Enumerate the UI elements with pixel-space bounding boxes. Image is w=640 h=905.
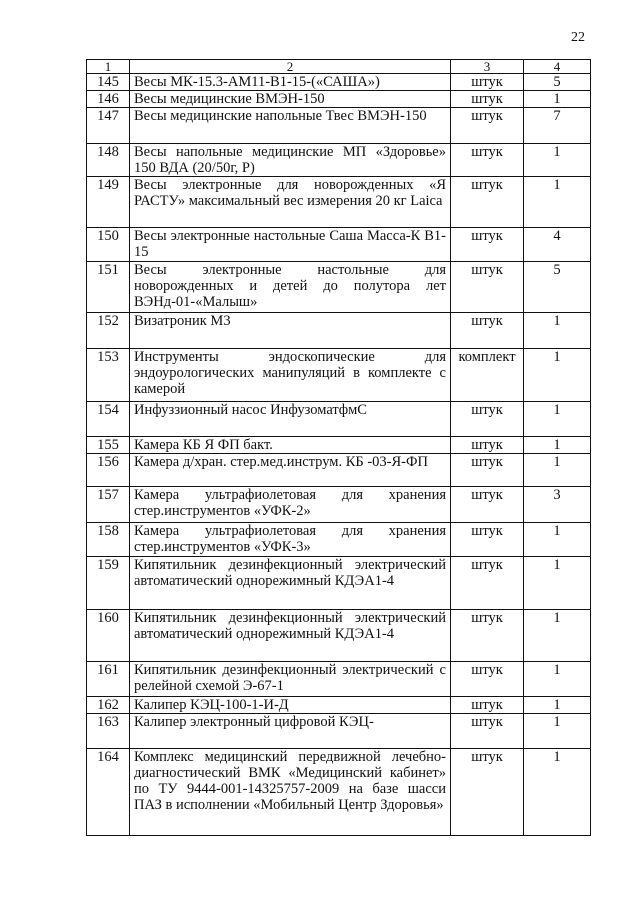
table-row: [87, 749, 591, 836]
unit-of-measure: штук: [451, 487, 524, 523]
quantity: 5: [524, 74, 591, 91]
page-number: 22: [571, 30, 585, 45]
row-number: 162: [87, 697, 130, 714]
row-number: 145: [87, 74, 130, 91]
table-row: [87, 557, 591, 610]
unit-of-measure: штук: [451, 610, 524, 662]
unit-of-measure: штук: [451, 697, 524, 714]
unit-of-measure: штук: [451, 557, 524, 610]
table-row: [87, 228, 591, 262]
header-col-2: 2: [130, 60, 451, 74]
quantity: 1: [524, 91, 591, 108]
row-number: 146: [87, 91, 130, 108]
quantity: 1: [524, 349, 591, 402]
row-number: 148: [87, 144, 130, 177]
item-name: Инструменты эндоскопические для эндоурологических манипуляций в комплекте с камерой: [130, 349, 451, 402]
item-name: Весы электронные настольные Саша Масса-К В1-15: [130, 228, 451, 262]
unit-of-measure: штук: [451, 402, 524, 437]
quantity: 1: [524, 557, 591, 610]
table-row: [87, 74, 591, 91]
item-name: Камера ультрафиолетовая для хранения стер.инструментов «УФК-2»: [130, 487, 451, 523]
item-name: Инфуззионный насос ИнфузоматфмС: [130, 402, 451, 437]
quantity: 3: [524, 487, 591, 523]
unit-of-measure: штук: [451, 313, 524, 349]
item-name: Весы медицинские ВМЭН-150: [130, 91, 451, 108]
quantity: 4: [524, 228, 591, 262]
unit-of-measure: штук: [451, 262, 524, 313]
unit-of-measure: штук: [451, 523, 524, 557]
item-name: Кипятильник дезинфекционный электрический с релейной схемой Э-67-1: [130, 662, 451, 697]
unit-of-measure: штук: [451, 714, 524, 749]
row-number: 151: [87, 262, 130, 313]
quantity: 5: [524, 262, 591, 313]
table-row: [87, 662, 591, 697]
table-row: [87, 697, 591, 714]
unit-of-measure: штук: [451, 91, 524, 108]
row-number: 161: [87, 662, 130, 697]
table-row: [87, 454, 591, 487]
item-name: Кипятильник дезинфекционный электрический автоматический однорежимный КДЭА1-4: [130, 610, 451, 662]
row-number: 159: [87, 557, 130, 610]
unit-of-measure: комплект: [451, 349, 524, 402]
row-number: 156: [87, 454, 130, 487]
item-name: Камера ультрафиолетовая для хранения стер.инструментов «УФК-3»: [130, 523, 451, 557]
table-row: [87, 610, 591, 662]
unit-of-measure: штук: [451, 454, 524, 487]
table-row: [87, 714, 591, 749]
quantity: 1: [524, 177, 591, 228]
row-number: 157: [87, 487, 130, 523]
table-row: [87, 177, 591, 228]
table-row: [87, 313, 591, 349]
table-row: [87, 262, 591, 313]
item-name: Весы медицинские напольные Твес ВМЭН-150: [130, 108, 451, 144]
row-number: 147: [87, 108, 130, 144]
table-row: [87, 108, 591, 144]
row-number: 163: [87, 714, 130, 749]
quantity: 1: [524, 610, 591, 662]
item-name: Весы электронные настольные для новорожденных и детей до полутора лет ВЭНд-01-«Малыш»: [130, 262, 451, 313]
unit-of-measure: штук: [451, 662, 524, 697]
table-header-row: [87, 60, 591, 74]
item-name: Весы напольные медицинские МП «Здоровье» 150 ВДА (20/50г, Р): [130, 144, 451, 177]
quantity: 1: [524, 454, 591, 487]
item-name: Кипятильник дезинфекционный электрический автоматический однорежимный КДЭА1-4: [130, 557, 451, 610]
table-body: [87, 74, 591, 836]
row-number: 160: [87, 610, 130, 662]
row-number: 155: [87, 437, 130, 454]
table-row: [87, 402, 591, 437]
quantity: 1: [524, 437, 591, 454]
row-number: 152: [87, 313, 130, 349]
item-name: Калипер КЭЦ-100-1-И-Д: [130, 697, 451, 714]
row-number: 164: [87, 749, 130, 836]
quantity: 1: [524, 144, 591, 177]
unit-of-measure: штук: [451, 144, 524, 177]
unit-of-measure: штук: [451, 749, 524, 836]
row-number: 153: [87, 349, 130, 402]
quantity: 1: [524, 714, 591, 749]
table-row: [87, 144, 591, 177]
table-row: [87, 349, 591, 402]
quantity: 7: [524, 108, 591, 144]
item-name: Камера КБ Я ФП бакт.: [130, 437, 451, 454]
quantity: 1: [524, 697, 591, 714]
header-col-3: 3: [451, 60, 524, 74]
unit-of-measure: штук: [451, 74, 524, 91]
unit-of-measure: штук: [451, 437, 524, 454]
item-name: Комплекс медицинский передвижной лечебно-диагностический ВМК «Медицинский кабинет» по ТУ 9444-001-14325757-2009 на базе шасси ПАЗ в исполнении «Мобильный Центр Здоровья»: [130, 749, 451, 836]
quantity: 1: [524, 749, 591, 836]
header-col-1: 1: [87, 60, 130, 74]
item-name: Визатроник М3: [130, 313, 451, 349]
quantity: 1: [524, 523, 591, 557]
item-name: Весы электронные для новорожденных «Я РАСТУ» максимальный вес измерения 20 кг Laica: [130, 177, 451, 228]
item-name: Камера д/хран. стер.мед.инструм. КБ -03-Я-ФП: [130, 454, 451, 487]
row-number: 149: [87, 177, 130, 228]
table-row: [87, 437, 591, 454]
quantity: 1: [524, 313, 591, 349]
table-row: [87, 523, 591, 557]
row-number: 158: [87, 523, 130, 557]
table-row: [87, 91, 591, 108]
quantity: 1: [524, 662, 591, 697]
item-name: Калипер электронный цифровой КЭЦ-: [130, 714, 451, 749]
row-number: 154: [87, 402, 130, 437]
item-name: Весы МК-15.3-АМ11-В1-15-(«САША»): [130, 74, 451, 91]
unit-of-measure: штук: [451, 177, 524, 228]
quantity: 1: [524, 402, 591, 437]
unit-of-measure: штук: [451, 108, 524, 144]
unit-of-measure: штук: [451, 228, 524, 262]
equipment-table: [86, 59, 591, 836]
table-row: [87, 487, 591, 523]
row-number: 150: [87, 228, 130, 262]
header-col-4: 4: [524, 60, 591, 74]
